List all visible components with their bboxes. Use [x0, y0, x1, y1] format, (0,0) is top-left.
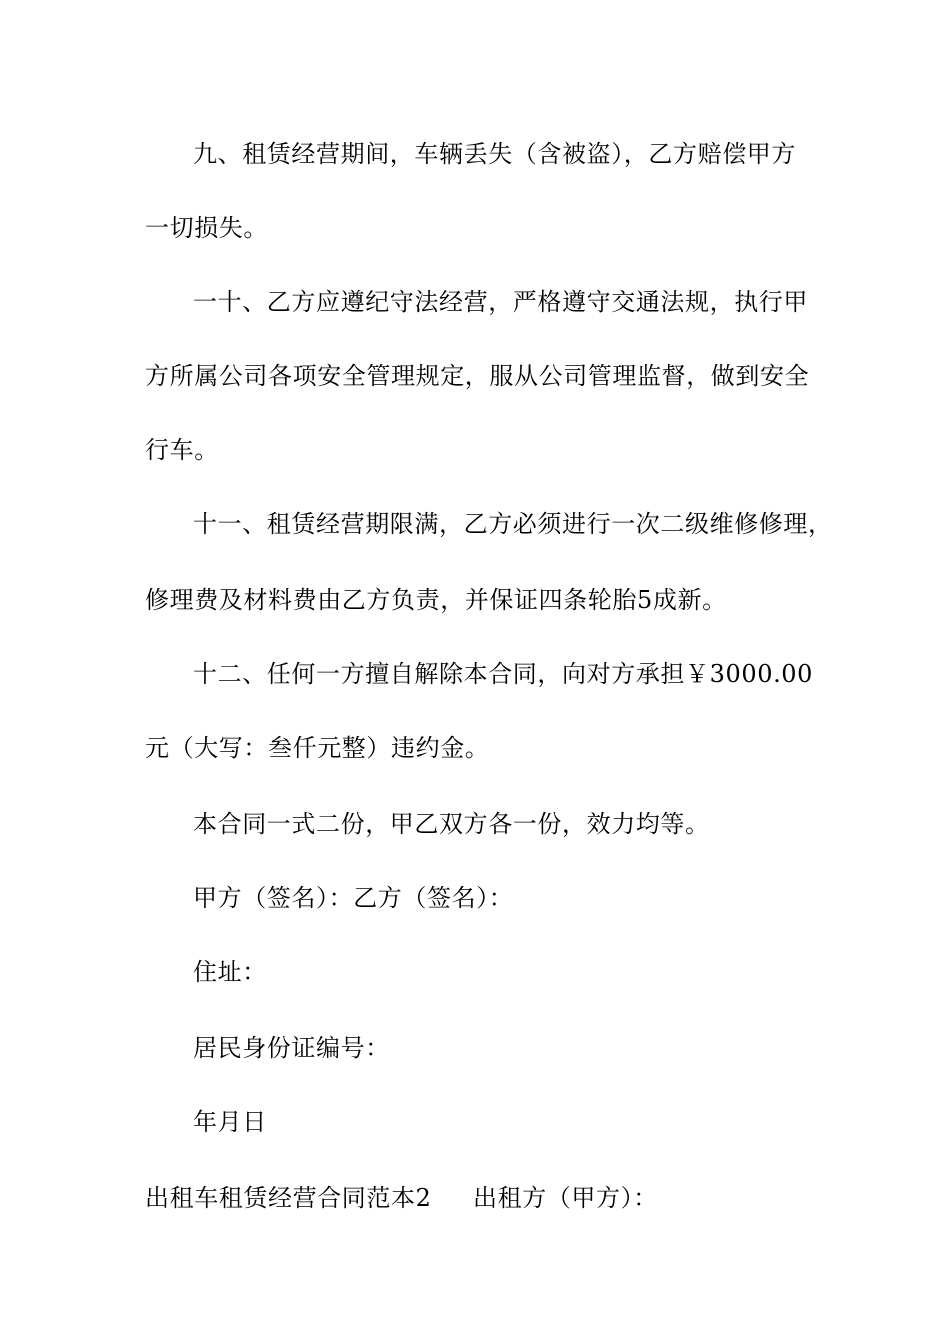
contract-template-title: 出租车租赁经营合同范本2	[145, 1184, 432, 1212]
clause-12-line-2: 元（大写：叁仟元整）违约金。	[145, 734, 490, 762]
clause-11-line-2: 修理费及材料费由乙方负责，并保证四条轮胎5成新。	[145, 586, 727, 614]
clause-9-line-2: 一切损失。	[145, 214, 268, 242]
clause-9-line-1: 九、租赁经营期间，车辆丢失（含被盗），乙方赔偿甲方	[193, 140, 796, 168]
clause-10-line-3: 行车。	[145, 436, 219, 464]
clause-12-line-1: 十二、任何一方擅自解除本合同，向对方承担￥3000.00	[193, 660, 814, 688]
address-line: 住址：	[193, 958, 267, 986]
clause-10-line-2: 方所属公司各项安全管理规定，服从公司管理监督，做到安全	[145, 362, 810, 390]
signature-line: 甲方（签名）：乙方（签名）：	[193, 884, 514, 912]
id-number-line: 居民身份证编号：	[193, 1034, 390, 1062]
copies-statement: 本合同一式二份，甲乙双方各一份，效力均等。	[193, 810, 710, 838]
clause-10-line-1: 一十、乙方应遵纪守法经营，严格遵守交通法规，执行甲	[193, 288, 808, 316]
lessor-party-a-line: 出租方（甲方）：	[473, 1184, 658, 1212]
clause-11-line-1: 十一、租赁经营期限满，乙方必须进行一次二级维修修理，	[193, 510, 833, 538]
date-line: 年月日	[193, 1108, 267, 1136]
